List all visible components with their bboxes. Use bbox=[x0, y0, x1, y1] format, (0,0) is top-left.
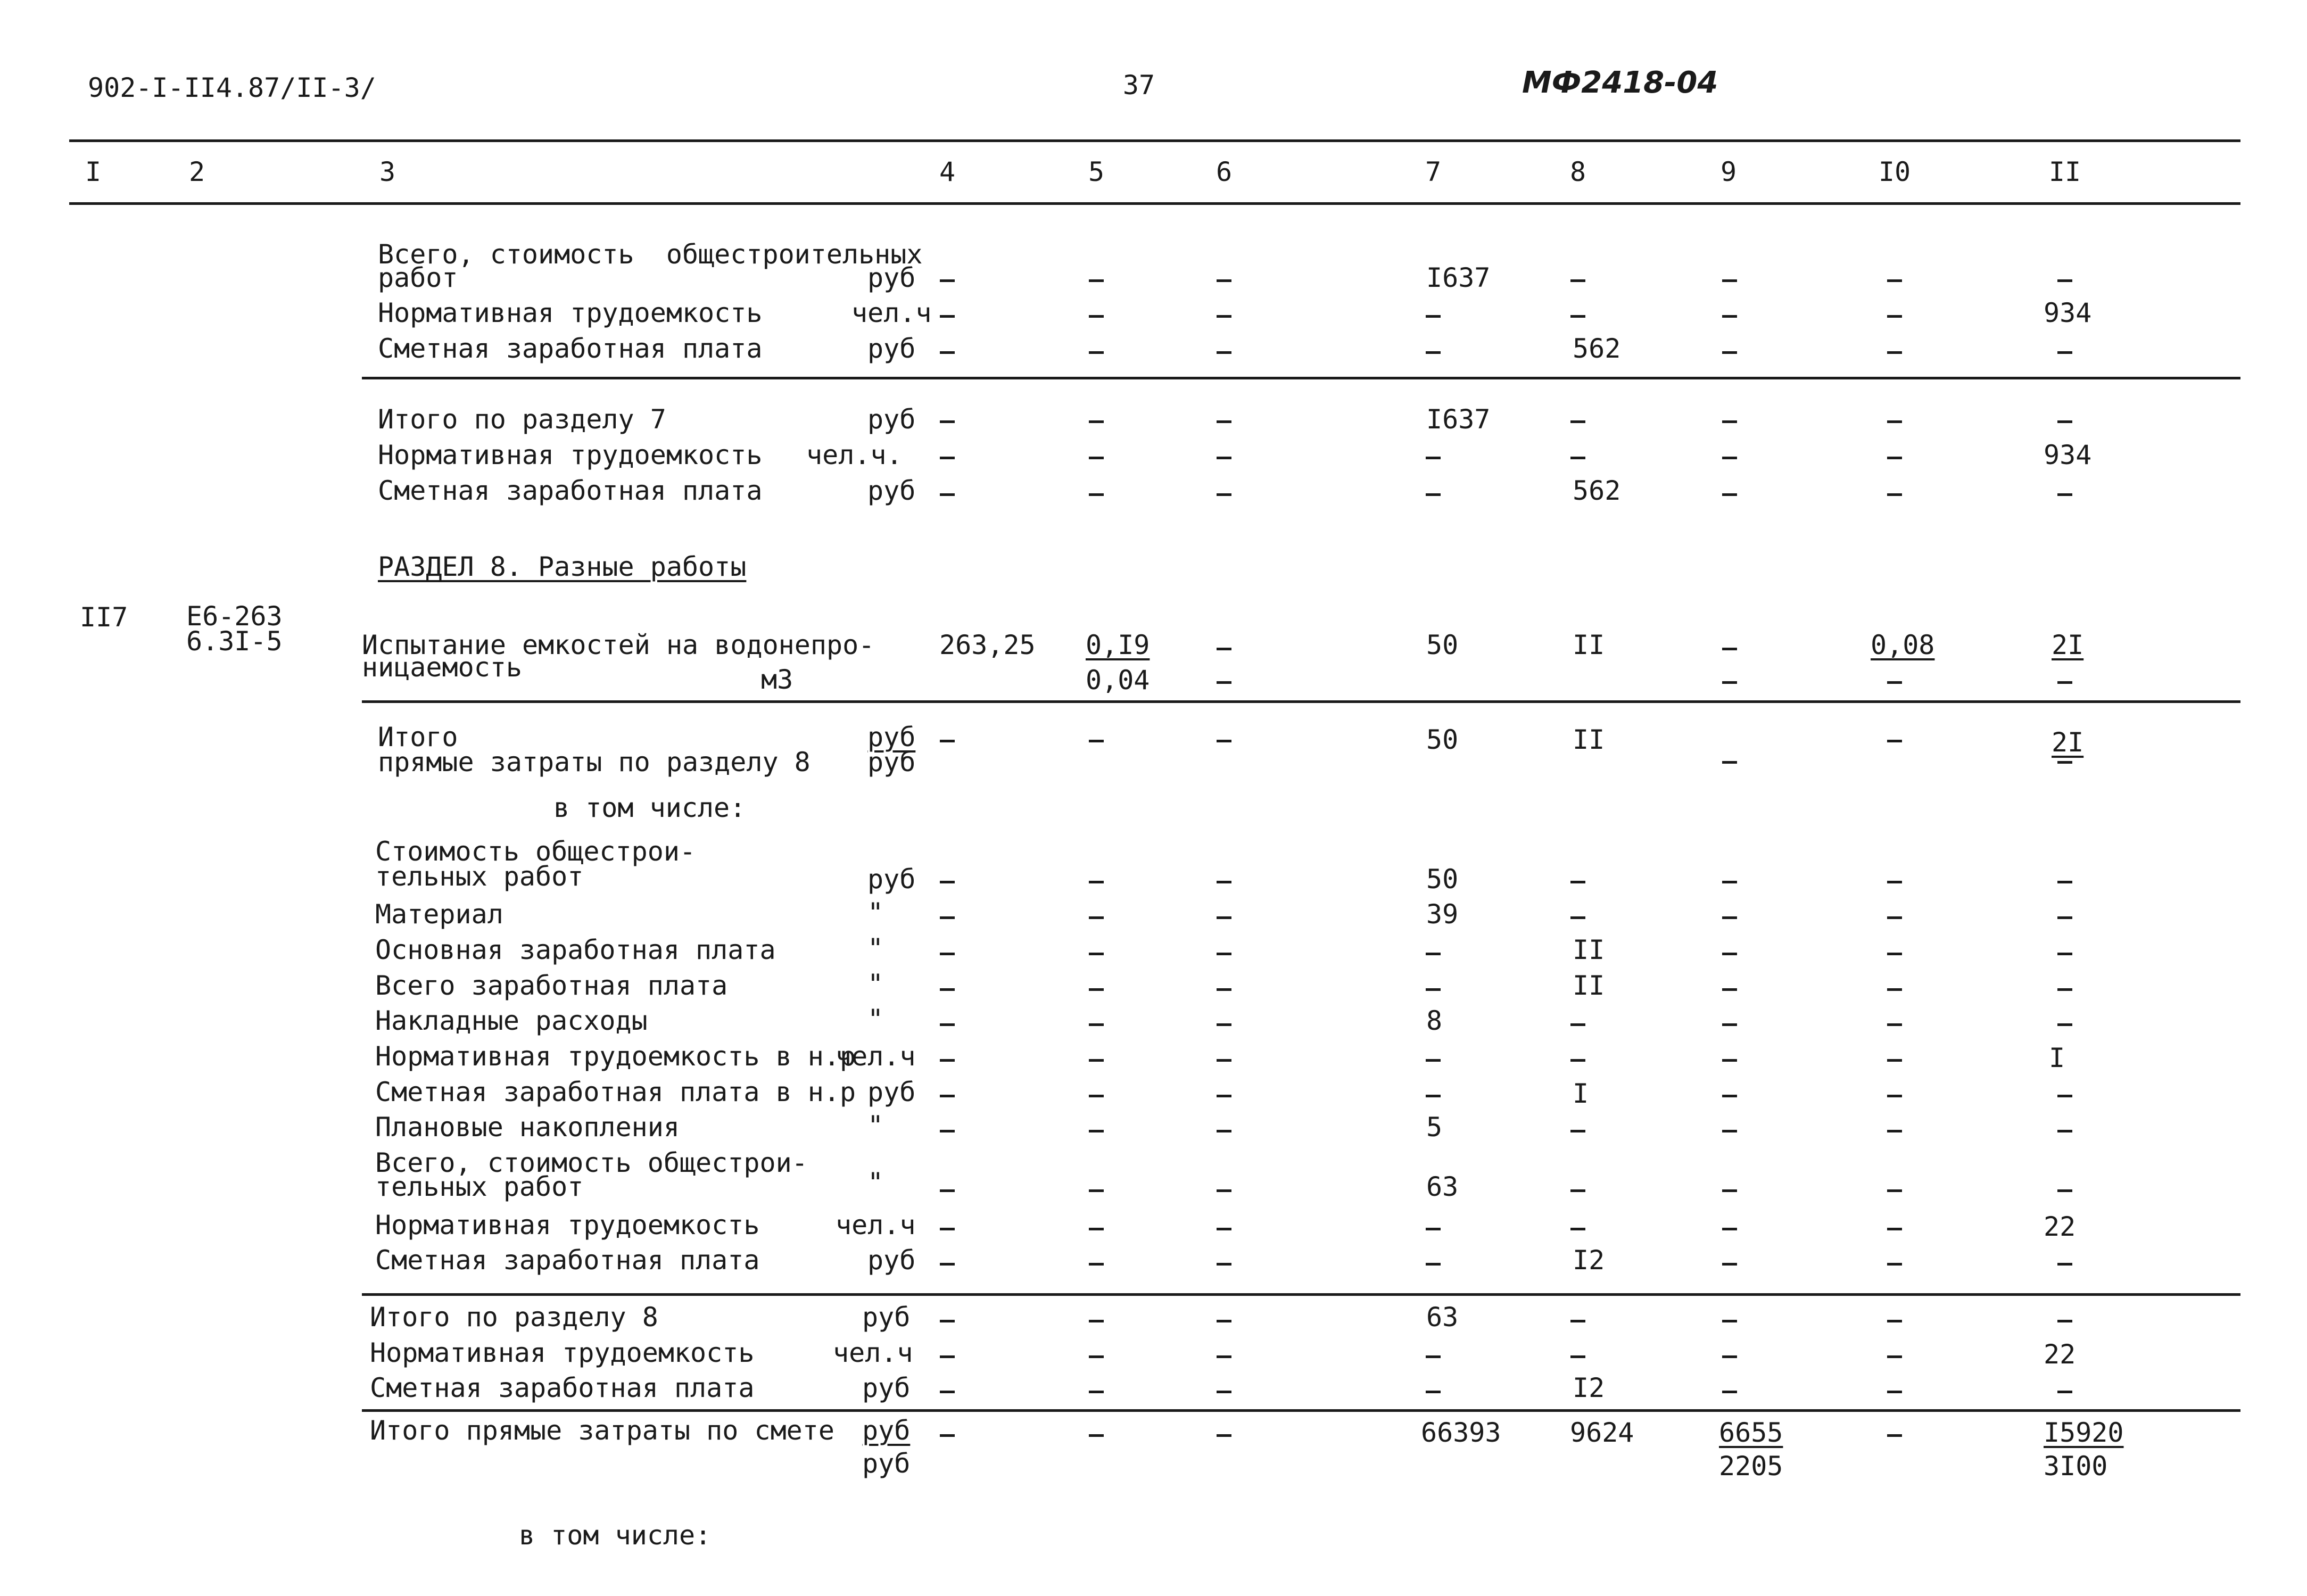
dash-mark bbox=[1570, 420, 1585, 423]
dash-mark bbox=[940, 1059, 955, 1062]
unit: руб bbox=[867, 404, 916, 435]
dash-mark bbox=[1217, 1391, 1231, 1393]
dash-mark bbox=[940, 457, 955, 459]
dash-mark bbox=[2057, 1189, 2072, 1192]
value-col11: 934 bbox=[2044, 297, 2092, 328]
dash-mark bbox=[2057, 761, 2072, 764]
dash-mark bbox=[940, 1095, 955, 1097]
unit: " bbox=[867, 897, 884, 928]
dash-mark bbox=[2057, 1263, 2072, 1266]
dash-mark bbox=[1089, 916, 1104, 919]
dash-mark bbox=[1217, 315, 1231, 318]
dash-mark bbox=[940, 1263, 955, 1266]
dash-mark bbox=[1722, 1189, 1737, 1192]
including-label: в том числе: bbox=[553, 792, 746, 823]
dash-mark bbox=[1887, 740, 1902, 742]
dash-mark bbox=[1722, 953, 1737, 955]
dash-mark bbox=[1426, 988, 1441, 991]
unit: " bbox=[867, 1167, 884, 1198]
dash-mark bbox=[1217, 493, 1231, 496]
footer-note: в том числе: bbox=[519, 1520, 712, 1551]
dash-mark bbox=[2057, 279, 2072, 282]
row-label: Всего, стоимость общестроительных bbox=[378, 239, 923, 270]
dash-mark bbox=[1426, 1391, 1441, 1393]
col-header-11: II bbox=[2048, 156, 2081, 187]
dash-mark bbox=[2057, 916, 2072, 919]
row-label: работ bbox=[378, 262, 458, 293]
dash-mark bbox=[1089, 279, 1104, 282]
dash-mark bbox=[1426, 457, 1441, 459]
dash-mark bbox=[1722, 1320, 1737, 1322]
dash-mark bbox=[1887, 1391, 1902, 1393]
dash-mark bbox=[1089, 1320, 1104, 1322]
dash-mark bbox=[1722, 1263, 1737, 1266]
dash-mark bbox=[1217, 1434, 1231, 1437]
norm-code: Е6-263 bbox=[186, 601, 283, 632]
dash-mark bbox=[940, 953, 955, 955]
dash-mark bbox=[2057, 420, 2072, 423]
row-label: Стоимость общестрои- bbox=[375, 836, 696, 867]
dash-mark bbox=[1722, 279, 1737, 282]
dash-mark bbox=[1426, 1355, 1441, 1358]
dash-mark bbox=[940, 420, 955, 423]
col-header-7: 7 bbox=[1425, 156, 1442, 187]
dash-mark bbox=[2057, 1130, 2072, 1132]
value-col11: 934 bbox=[2044, 440, 2092, 470]
value-col8: II bbox=[1573, 630, 1605, 660]
dash-mark bbox=[1722, 493, 1737, 496]
row-label: Всего, стоимость общестрои- bbox=[375, 1147, 808, 1178]
value-col9-bottom: 2205 bbox=[1719, 1451, 1783, 1482]
dash-mark bbox=[1217, 1130, 1231, 1132]
dash-mark bbox=[1089, 1434, 1104, 1437]
dash-mark bbox=[1722, 761, 1737, 764]
dash-mark bbox=[1570, 1130, 1585, 1132]
dash-mark bbox=[1570, 279, 1585, 282]
dash-mark bbox=[1722, 648, 1737, 650]
dash-mark bbox=[1089, 420, 1104, 423]
dash-mark bbox=[2057, 988, 2072, 991]
unit: чел.ч bbox=[833, 1337, 913, 1368]
row-label: Итого по разделу 7 bbox=[378, 404, 666, 435]
dash-mark bbox=[1089, 1355, 1104, 1358]
col-header-10: I0 bbox=[1878, 156, 1911, 187]
value-col5-top: 0,I9 bbox=[1086, 630, 1150, 660]
unit: руб bbox=[867, 1077, 916, 1107]
value-col8: I bbox=[1573, 1078, 1589, 1109]
col-header-9: 9 bbox=[1720, 156, 1737, 187]
dash-mark bbox=[1722, 1095, 1737, 1097]
dash-mark bbox=[940, 279, 955, 282]
dash-mark bbox=[1887, 953, 1902, 955]
unit: " bbox=[867, 969, 884, 999]
value-col7: 5 bbox=[1426, 1112, 1443, 1143]
unit: " bbox=[867, 933, 884, 964]
dash-mark bbox=[1217, 457, 1231, 459]
row-label: Сметная заработная плата bbox=[378, 333, 763, 364]
section-title: РАЗДЕЛ 8. Разные работы bbox=[378, 551, 747, 582]
dash-mark bbox=[1722, 1391, 1737, 1393]
value-col5-bottom: 0,04 bbox=[1086, 665, 1150, 696]
unit: чел.ч bbox=[836, 1210, 916, 1241]
value-col7: 39 bbox=[1426, 899, 1459, 930]
dash-mark bbox=[1089, 988, 1104, 991]
archive-stamp: МФ2418-04 bbox=[1522, 65, 1718, 100]
row-label: Нормативная трудоемкость в н.р bbox=[375, 1041, 856, 1072]
dash-mark bbox=[1570, 1320, 1585, 1322]
dash-mark bbox=[1722, 1023, 1737, 1026]
dash-mark bbox=[1426, 1228, 1441, 1230]
dash-mark bbox=[1089, 1130, 1104, 1132]
value-col8: 9624 bbox=[1570, 1417, 1634, 1448]
dash-mark bbox=[940, 315, 955, 318]
dash-mark bbox=[1570, 1023, 1585, 1026]
dash-mark bbox=[1570, 315, 1585, 318]
dash-mark bbox=[940, 493, 955, 496]
dash-mark bbox=[1217, 1263, 1231, 1266]
col-header-5: 5 bbox=[1088, 156, 1105, 187]
dash-mark bbox=[1426, 1059, 1441, 1062]
value-col8: I2 bbox=[1573, 1245, 1605, 1276]
dash-mark bbox=[1089, 1391, 1104, 1393]
value-col11-bottom: 3I00 bbox=[2044, 1451, 2108, 1482]
dash-mark bbox=[2057, 1023, 2072, 1026]
dash-mark bbox=[1722, 457, 1737, 459]
dash-mark bbox=[1089, 1059, 1104, 1062]
col-header-4: 4 bbox=[939, 156, 956, 187]
dash-mark bbox=[940, 1391, 955, 1393]
dash-mark bbox=[1089, 315, 1104, 318]
dash-mark bbox=[1722, 420, 1737, 423]
dash-mark bbox=[1089, 1023, 1104, 1026]
dash-mark bbox=[1722, 1130, 1737, 1132]
dash-mark bbox=[1217, 1059, 1231, 1062]
value-col9-top: 6655 bbox=[1719, 1417, 1783, 1448]
dash-mark bbox=[1217, 740, 1231, 742]
row-label: Материал bbox=[375, 899, 503, 930]
dash-mark bbox=[2057, 881, 2072, 883]
dash-mark bbox=[1570, 1355, 1585, 1358]
row-number: II7 bbox=[80, 602, 128, 633]
item-description: Испытание емкостей на водонепро- bbox=[362, 630, 875, 660]
rule bbox=[362, 1409, 2240, 1412]
dash-mark bbox=[940, 740, 955, 742]
dash-mark bbox=[1887, 457, 1902, 459]
dash-mark bbox=[1089, 351, 1104, 354]
value-col4: 263,25 bbox=[939, 630, 1036, 660]
dash-mark bbox=[1217, 351, 1231, 354]
dash-mark bbox=[1217, 953, 1231, 955]
col-header-6: 6 bbox=[1215, 156, 1233, 187]
dash-mark bbox=[1089, 1189, 1104, 1192]
value-col7: 50 bbox=[1426, 864, 1459, 895]
dash-mark bbox=[1217, 1228, 1231, 1230]
dash-mark bbox=[2057, 1320, 2072, 1322]
row-label: Основная заработная плата bbox=[375, 935, 776, 965]
dash-mark bbox=[1887, 1130, 1902, 1132]
dash-mark bbox=[2057, 1095, 2072, 1097]
unit: руб bbox=[862, 1372, 911, 1403]
dash-mark bbox=[1887, 493, 1902, 496]
value-col7: 63 bbox=[1426, 1302, 1459, 1333]
dash-mark bbox=[1217, 988, 1231, 991]
unit: чел.ч bbox=[836, 1041, 916, 1072]
dash-mark bbox=[1722, 681, 1737, 684]
dash-mark bbox=[1426, 315, 1441, 318]
dash-mark bbox=[1217, 279, 1231, 282]
dash-mark bbox=[1426, 493, 1441, 496]
dash-mark bbox=[1217, 1355, 1231, 1358]
value-col7: I637 bbox=[1426, 262, 1491, 293]
unit: руб bbox=[862, 1448, 911, 1479]
dash-mark bbox=[2057, 681, 2072, 684]
dash-mark bbox=[1722, 351, 1737, 354]
dash-mark bbox=[1722, 988, 1737, 991]
row-label: Сметная заработная плата bbox=[378, 475, 763, 506]
value-col11: I bbox=[2049, 1043, 2065, 1073]
norm-code: 6.3I-5 bbox=[186, 626, 283, 657]
dash-mark bbox=[1722, 315, 1737, 318]
dash-mark bbox=[1570, 457, 1585, 459]
value-col8: II bbox=[1573, 970, 1605, 1001]
dash-mark bbox=[940, 988, 955, 991]
unit: руб bbox=[867, 747, 916, 778]
unit: руб bbox=[862, 1415, 911, 1446]
row-label: Нормативная трудоемкость bbox=[375, 1210, 760, 1241]
unit: чел.ч bbox=[851, 297, 932, 328]
unit: руб bbox=[867, 864, 916, 895]
dash-mark bbox=[1089, 881, 1104, 883]
dash-mark bbox=[1887, 1355, 1902, 1358]
dash-mark bbox=[1217, 1189, 1231, 1192]
row-label: тельных работ bbox=[375, 1171, 584, 1202]
dash-mark bbox=[1570, 916, 1585, 919]
page-number: 37 bbox=[1122, 70, 1155, 101]
value-col11: 2I bbox=[2052, 630, 2084, 660]
dash-mark bbox=[940, 1355, 955, 1358]
dash-mark bbox=[1426, 953, 1441, 955]
row-label: Сметная заработная плата bbox=[375, 1245, 760, 1276]
dash-mark bbox=[1887, 351, 1902, 354]
row-label: Итого bbox=[378, 722, 458, 752]
unit: " bbox=[867, 1110, 884, 1141]
item-description: ницаемость bbox=[362, 652, 523, 683]
header-bottom-rule bbox=[69, 202, 2240, 205]
col-header-1: I bbox=[85, 156, 102, 187]
value-col8: 562 bbox=[1573, 475, 1621, 506]
unit: руб bbox=[867, 475, 916, 506]
unit: руб bbox=[862, 1302, 911, 1333]
row-label: Итого прямые затраты по смете bbox=[370, 1415, 834, 1446]
value-col11: 22 bbox=[2044, 1211, 2076, 1242]
dash-mark bbox=[1570, 881, 1585, 883]
dash-mark bbox=[1570, 1059, 1585, 1062]
dash-mark bbox=[940, 1023, 955, 1026]
row-label: Нормативная трудоемкость bbox=[378, 297, 763, 328]
row-label: Всего заработная плата bbox=[375, 970, 728, 1001]
rule bbox=[362, 700, 2240, 703]
dash-mark bbox=[1426, 351, 1441, 354]
value-col11: 22 bbox=[2044, 1339, 2076, 1370]
col-header-3: 3 bbox=[379, 156, 396, 187]
dash-mark bbox=[1887, 881, 1902, 883]
document-code: 902-I-II4.87/II-3/ bbox=[88, 72, 376, 103]
dash-mark bbox=[1887, 315, 1902, 318]
dash-mark bbox=[940, 351, 955, 354]
value-col7: 63 bbox=[1426, 1171, 1459, 1202]
dash-mark bbox=[1722, 1059, 1737, 1062]
dash-mark bbox=[940, 1228, 955, 1230]
dash-mark bbox=[1217, 881, 1231, 883]
dash-mark bbox=[1887, 279, 1902, 282]
unit: м3 bbox=[761, 664, 793, 695]
dash-mark bbox=[940, 1320, 955, 1322]
row-label: Итого по разделу 8 bbox=[370, 1302, 658, 1333]
rule bbox=[362, 377, 2240, 379]
header-top-rule bbox=[69, 139, 2240, 142]
dash-mark bbox=[1089, 1095, 1104, 1097]
value-col7: 50 bbox=[1426, 630, 1459, 660]
dash-mark bbox=[1722, 1228, 1737, 1230]
dash-mark bbox=[1217, 420, 1231, 423]
dash-mark bbox=[1089, 953, 1104, 955]
value-col8: 562 bbox=[1573, 333, 1621, 364]
dash-mark bbox=[940, 1130, 955, 1132]
unit: руб bbox=[867, 333, 916, 364]
col-header-2: 2 bbox=[188, 156, 205, 187]
dash-mark bbox=[1887, 1228, 1902, 1230]
dash-mark bbox=[1887, 681, 1902, 684]
dash-mark bbox=[1570, 1228, 1585, 1230]
dash-mark bbox=[1426, 1263, 1441, 1266]
dash-mark bbox=[2057, 1391, 2072, 1393]
dash-mark bbox=[1722, 916, 1737, 919]
dash-mark bbox=[1089, 1228, 1104, 1230]
value-col11: 2I bbox=[2052, 727, 2084, 758]
col-header-8: 8 bbox=[1569, 156, 1586, 187]
value-col7: 66393 bbox=[1421, 1417, 1501, 1448]
value-col7: I637 bbox=[1426, 404, 1491, 435]
value-col7: 50 bbox=[1426, 724, 1459, 755]
unit: руб bbox=[867, 1245, 916, 1276]
dash-mark bbox=[1887, 1023, 1902, 1026]
value-col10: 0,08 bbox=[1871, 630, 1935, 660]
dash-mark bbox=[940, 1189, 955, 1192]
dash-mark bbox=[1887, 1434, 1902, 1437]
row-label: тельных работ bbox=[375, 861, 584, 892]
dash-mark bbox=[1887, 1320, 1902, 1322]
dash-mark bbox=[1887, 1263, 1902, 1266]
dash-mark bbox=[1089, 457, 1104, 459]
dash-mark bbox=[2057, 953, 2072, 955]
row-label: прямые затраты по разделу 8 bbox=[378, 747, 811, 778]
dash-mark bbox=[1887, 420, 1902, 423]
dash-mark bbox=[1722, 1355, 1737, 1358]
row-label: Плановые накопления bbox=[375, 1112, 680, 1143]
dash-mark bbox=[940, 916, 955, 919]
dash-mark bbox=[1887, 1095, 1902, 1097]
dash-mark bbox=[1887, 916, 1902, 919]
dash-mark bbox=[1570, 1189, 1585, 1192]
dash-mark bbox=[1887, 1059, 1902, 1062]
dash-mark bbox=[1217, 1023, 1231, 1026]
dash-mark bbox=[1217, 681, 1231, 684]
dash-mark bbox=[1089, 493, 1104, 496]
value-col11-top: I5920 bbox=[2044, 1417, 2124, 1448]
value-col8: I2 bbox=[1573, 1372, 1605, 1403]
dash-mark bbox=[1217, 648, 1231, 650]
rule bbox=[362, 1293, 2240, 1296]
dash-mark bbox=[1217, 1320, 1231, 1322]
dash-mark bbox=[1722, 881, 1737, 883]
row-label: Нормативная трудоемкость bbox=[378, 440, 763, 470]
row-label: Нормативная трудоемкость bbox=[370, 1337, 755, 1368]
unit: чел.ч. bbox=[806, 440, 903, 470]
unit: " bbox=[867, 1004, 884, 1035]
row-label: Сметная заработная плата в н.р bbox=[375, 1077, 856, 1107]
dash-mark bbox=[1089, 740, 1104, 742]
dash-mark bbox=[1089, 1263, 1104, 1266]
row-label: Сметная заработная плата bbox=[370, 1372, 755, 1403]
value-col8: II bbox=[1573, 724, 1605, 755]
dash-mark bbox=[940, 881, 955, 883]
row-label: Накладные расходы bbox=[375, 1005, 648, 1036]
value-col7: 8 bbox=[1426, 1005, 1443, 1036]
unit: руб bbox=[867, 722, 916, 752]
value-col8: II bbox=[1573, 935, 1605, 965]
dash-mark bbox=[1217, 1095, 1231, 1097]
dash-mark bbox=[1426, 1095, 1441, 1097]
dash-mark bbox=[2057, 351, 2072, 354]
dash-mark bbox=[1887, 988, 1902, 991]
dash-mark bbox=[940, 1434, 955, 1437]
dash-mark bbox=[1887, 1189, 1902, 1192]
dash-mark bbox=[1217, 916, 1231, 919]
dash-mark bbox=[2057, 493, 2072, 496]
unit: руб bbox=[867, 262, 916, 293]
